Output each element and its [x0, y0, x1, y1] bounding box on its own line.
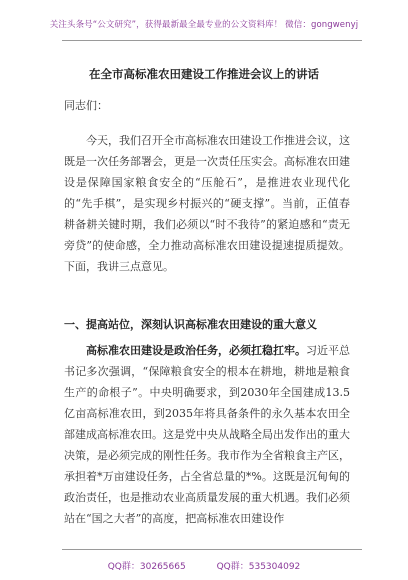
- paragraph-lead-sentence: 高标准农田建设是政治任务，必须扛稳扛牢。: [86, 344, 306, 357]
- header-promo-note: 关注头条号“公文研究”，获得最新最全最专业的公文资料库！ 微信：gongwenyj: [49, 20, 359, 30]
- intro-paragraph: 今天，我们召开全市高标准农田建设工作推进会议，这既是一次任务部署会，更是一次责任压实会。高标准农田建设是保障国家粮食安全的“压舱石”，是推进农业现代化的“先手棋”，是实现乡村振兴的“硬支撑”。当前，正值春耕备耕关键时期，我们必须以“时不我待”的紧迫感和“责无旁贷”的使命感，全力推动高标准农田建设提速提质提效。下面，我讲三点意见。: [64, 134, 350, 273]
- footer-divider: [62, 549, 362, 550]
- section-heading-1: 一、提高站位，深刻认识高标准农田建设的重大意义: [64, 318, 317, 331]
- document-title: 在全市高标准农田建设工作推进会议上的讲话: [89, 67, 319, 81]
- footer-qq-group-2: QQ群：535304092: [216, 562, 301, 572]
- salutation: 同志们：: [64, 99, 108, 112]
- header-divider: [62, 40, 362, 41]
- footer: [0, 559, 408, 572]
- body-paragraph: [64, 340, 350, 529]
- paragraph-body-text: 习近平总书记多次强调，“保障粮食安全的根本在耕地，耕地是粮食生产的命根子”。中央明确要求，到2030年全国建成13.5亿亩高标准农田，到2035年将具备条件的永久基本农田全部建成高标准农田。这是党中央从战略全局出发作出的重大决策，是必须完成的刚性任务。我市作为全省粮食主产区，承担着*万亩建设任务，占全省总量的*%。这既是沉甸甸的政治责任，也是推动农业高质量发展的重大机遇。我们必须站在“国之大者”的高度，把高标准农田建设作: [64, 344, 350, 525]
- footer-qq-group-1: QQ群：30265665: [107, 562, 186, 572]
